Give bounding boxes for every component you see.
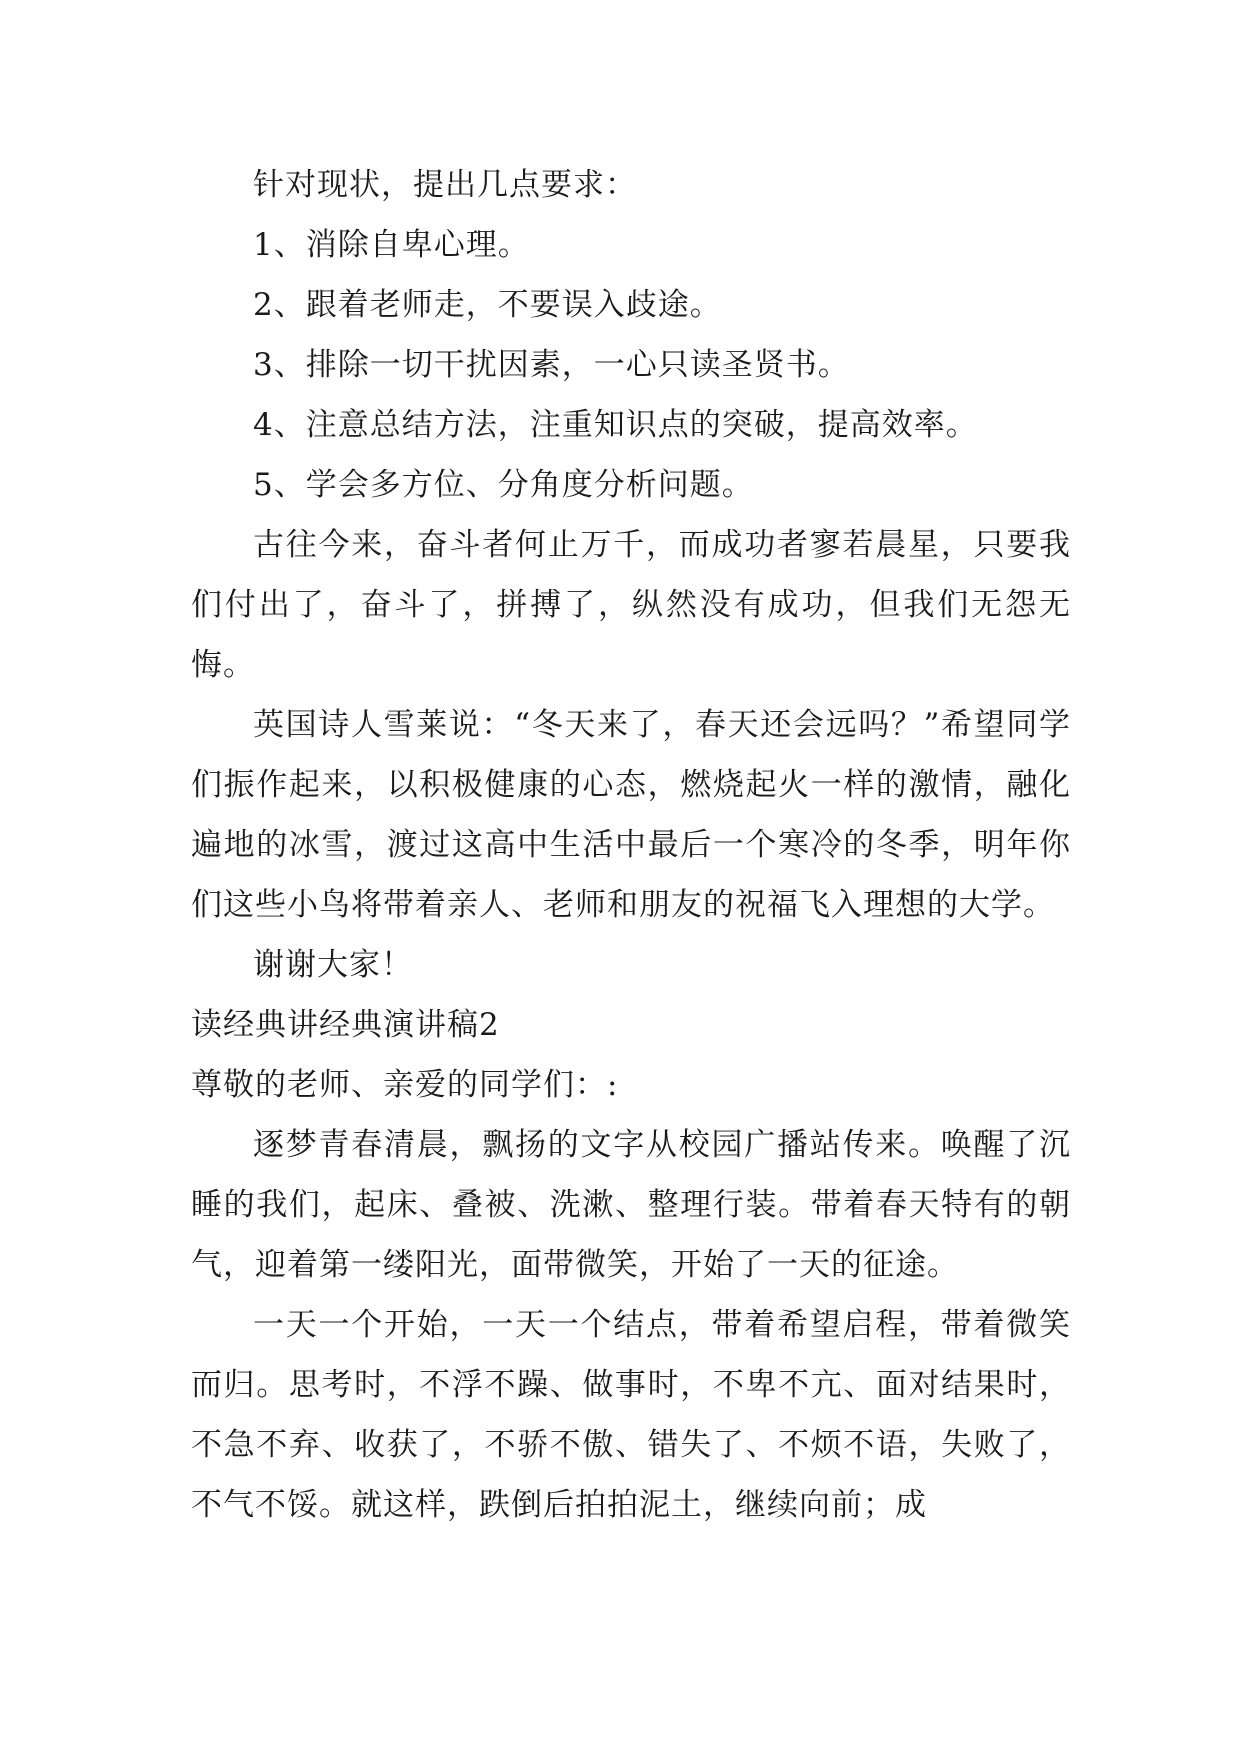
paragraph-struggle: 古往今来，奋斗者何止万千，而成功者寥若晨星，只要我们付出了，奋斗了，拼搏了，纵然没有成功，但我们无怨无悔。 [191,527,1071,683]
paragraph-item-5: 5、学会多方位、分角度分析问题。 [253,467,754,503]
paragraph-morning: 逐梦青春清晨，飘扬的文字从校园广播站传来。唤醒了沉睡的我们，起床、叠被、洗漱、整理行装。带着春天特有的朝气，迎着第一缕阳光，面带微笑，开始了一天的征途。 [191,1127,1071,1283]
salutation: 尊敬的老师、亲爱的同学们：: [191,1067,619,1103]
paragraph-daily-attitude: 一天一个开始，一天一个结点，带着希望启程，带着微笑而归。思考时，不浮不躁、做事时，不卑不亢、面对结果时，不急不弃、收获了，不骄不傲、错失了、不烦不语，失败了，不气不馁。就这样，跌倒后拍拍泥土，继续向前；成 [191,1307,1071,1523]
paragraph-shelley-quote: 英国诗人雪莱说：“冬天来了，春天还会远吗？”希望同学们振作起来，以积极健康的心态，燃烧起火一样的激情，融化遍地的冰雪，渡过这高中生活中最后一个寒冷的冬季，明年你们这些小鸟将带着亲人、老师和朋友的祝福飞入理想的大学。 [191,707,1071,923]
paragraph-requirements-intro: 针对现状，提出几点要求： [253,167,637,203]
section-title: 读经典讲经典演讲稿2 [191,1007,500,1043]
paragraph-thanks: 谢谢大家！ [253,947,413,983]
paragraph-item-4: 4、注意总结方法，注重知识点的突破，提高效率。 [253,407,978,443]
paragraph-item-3: 3、排除一切干扰因素，一心只读圣贤书。 [253,347,850,383]
document-body [191,155,1071,1535]
paragraph-item-1: 1、消除自卑心理。 [253,227,530,263]
paragraph-item-2: 2、跟着老师走，不要误入歧途。 [253,287,722,323]
